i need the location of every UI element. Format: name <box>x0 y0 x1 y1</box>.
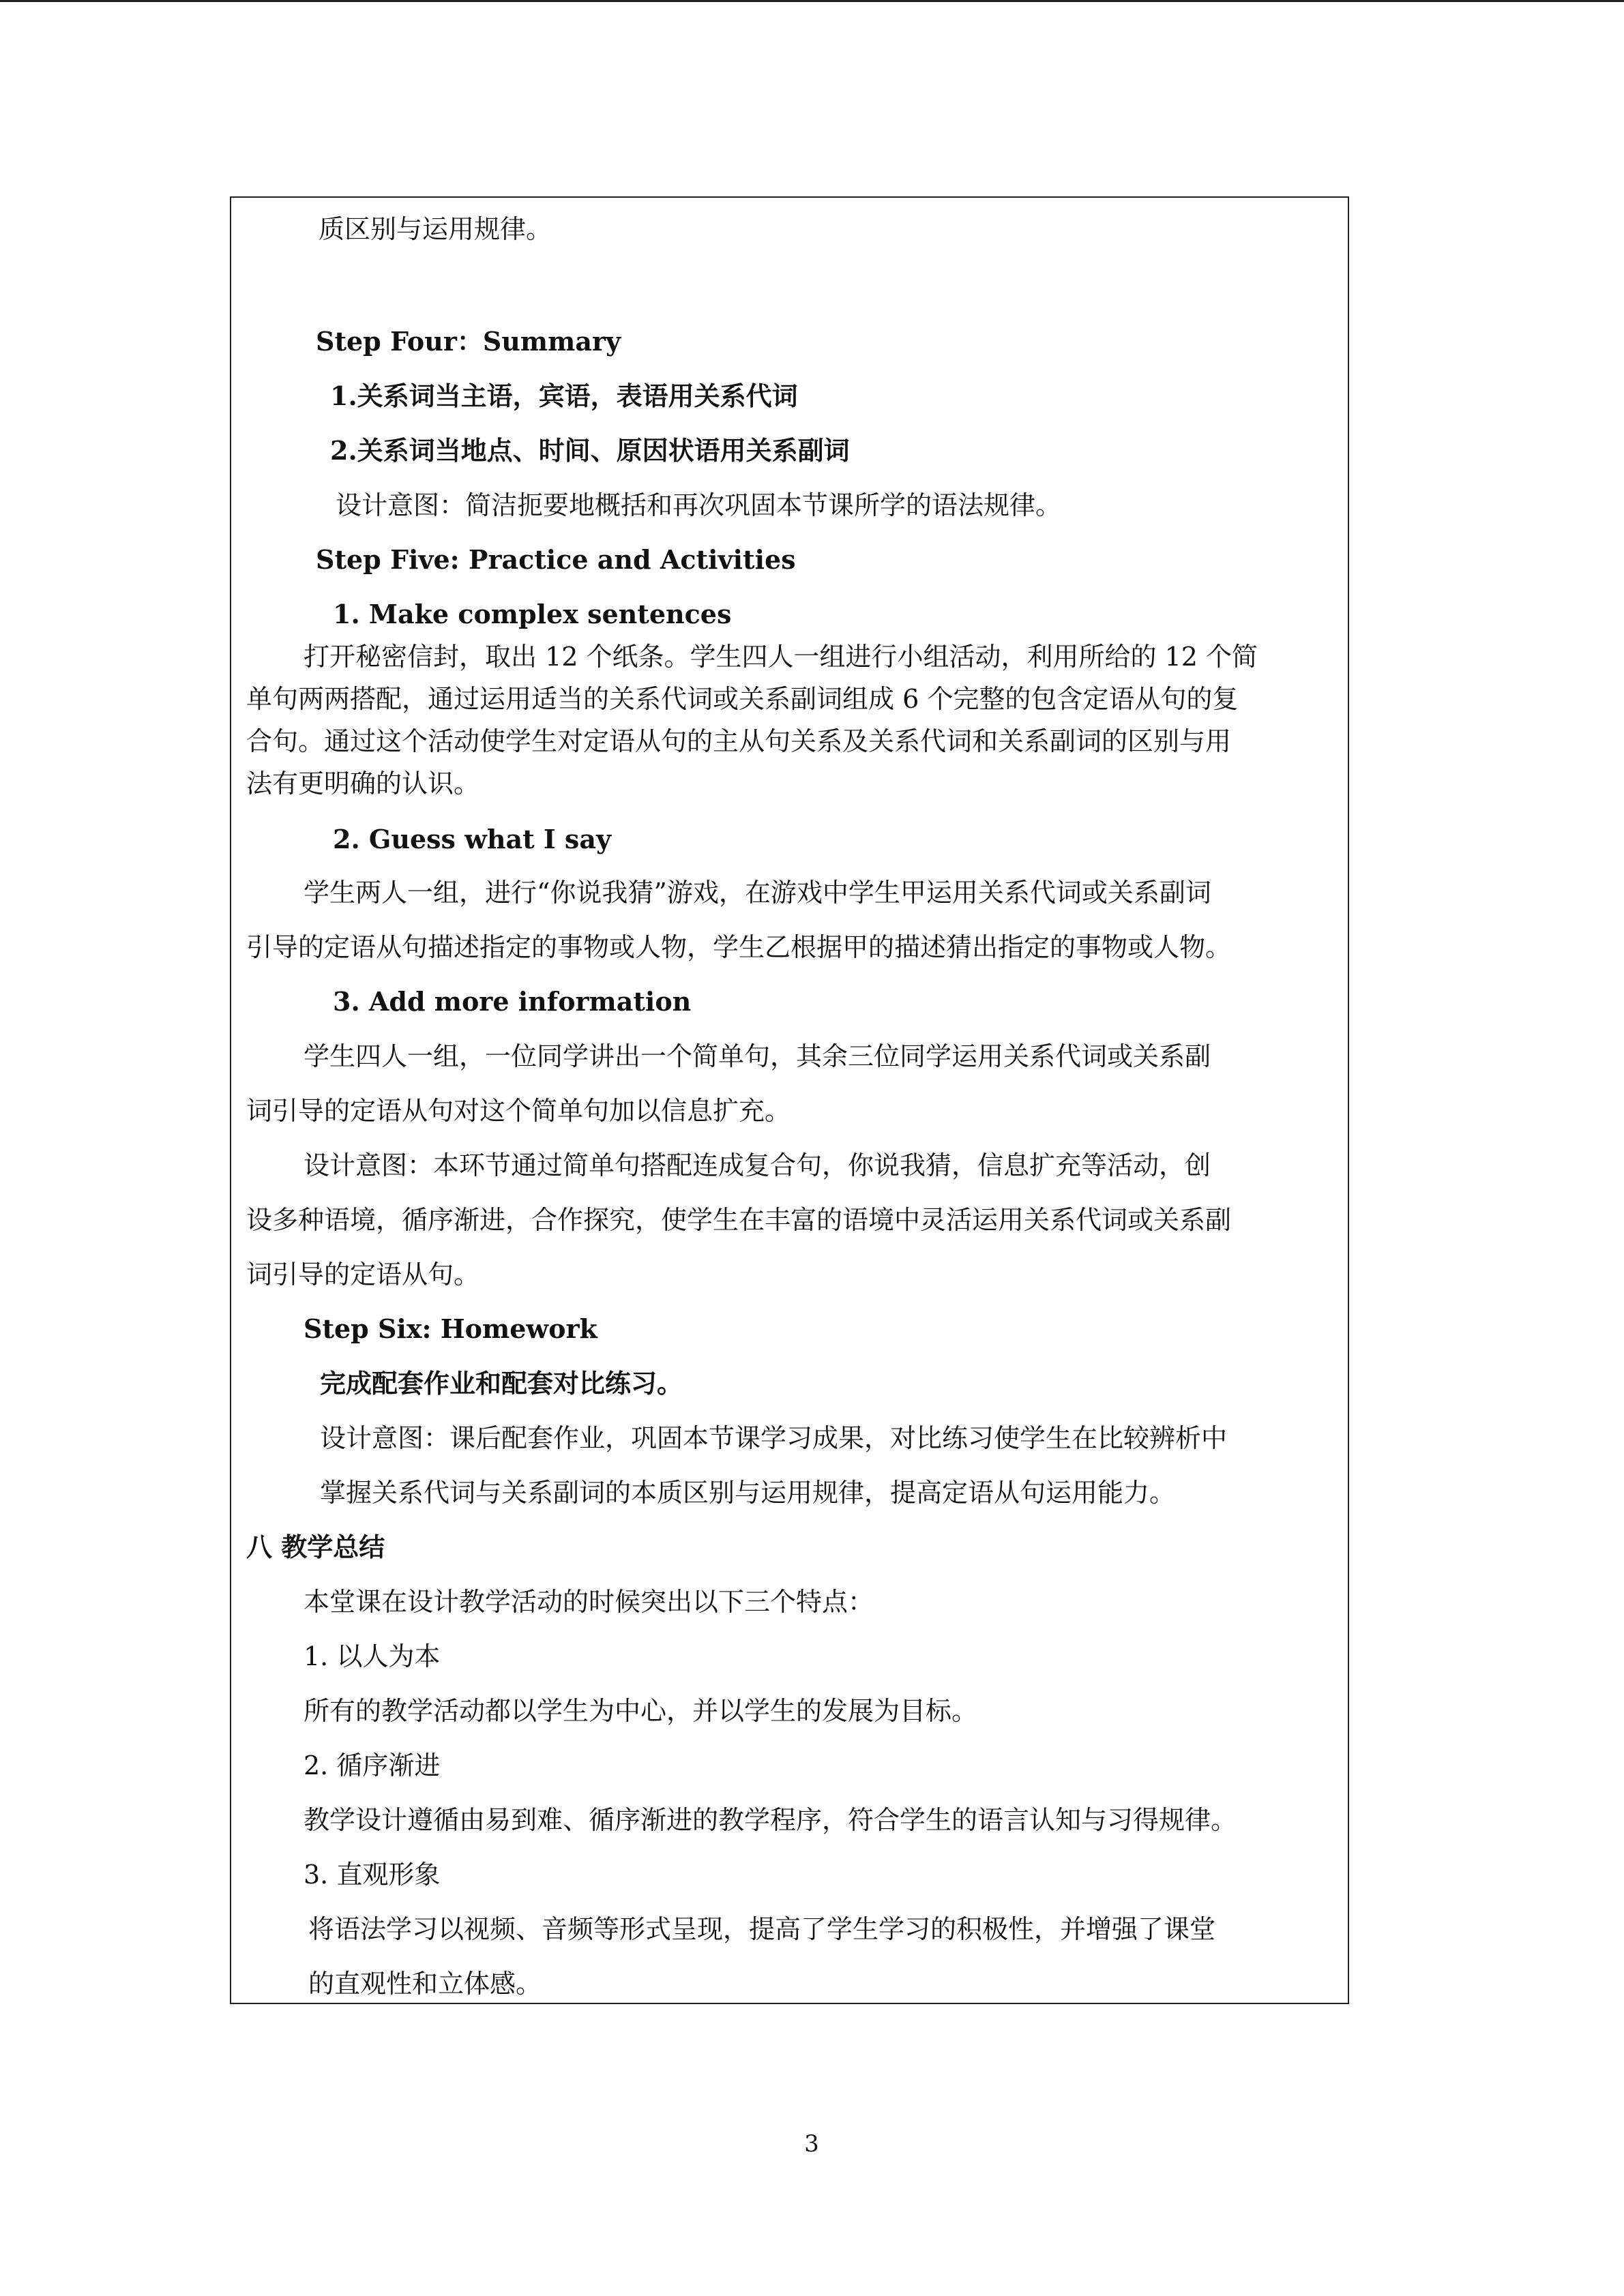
homework-text: 完成配套作业和配套对比练习。 <box>320 1368 683 1399</box>
page-top-border <box>0 0 1624 2</box>
section-heading: 八 教学总结 <box>246 1532 385 1562</box>
text-line: 所有的教学活动都以学生为中心，并以学生的发展为目标。 <box>304 1696 978 1726</box>
design-intent: 设计意图：简洁扼要地概括和再次巩固本节课所学的语法规律。 <box>336 490 1062 520</box>
design-intent: 设计意图：本环节通过简单句搭配连成复合句，你说我猜，信息扩充等活动，创 <box>304 1150 1211 1180</box>
text-line: 法有更明确的认识。 <box>246 769 480 799</box>
feature-heading: 1. 以人为本 <box>304 1641 441 1671</box>
activity-heading: 3. Add more information <box>333 986 692 1017</box>
page-number: 3 <box>804 2130 819 2158</box>
step-four-heading: Step Four：Summary <box>316 326 621 357</box>
text-line: 将语法学习以视频、音频等形式呈现，提高了学生学习的积极性，并增强了课堂 <box>308 1914 1216 1944</box>
text-line: 合句。通过这个活动使学生对定语从句的主从句关系及关系代词和关系副词的区别与用 <box>246 726 1232 756</box>
activity-heading: 2. Guess what I say <box>333 824 612 854</box>
step-five-heading: Step Five: Practice and Activities <box>316 544 796 575</box>
text-line: 词引导的定语从句对这个简单句加以信息扩充。 <box>246 1096 791 1126</box>
step-six-heading: Step Six: Homework <box>304 1313 597 1344</box>
feature-heading: 2. 循序渐进 <box>304 1750 441 1780</box>
text-line: 打开秘密信封，取出 12 个纸条。学生四人一组进行小组活动，利用所给的 12 个简 <box>304 642 1258 672</box>
text-line: 教学设计遵循由易到难、循序渐进的教学程序，符合学生的语言认知与习得规律。 <box>304 1805 1237 1835</box>
text-line: 掌握关系代词与关系副词的本质区别与运用规律，提高定语从句运用能力。 <box>320 1478 1176 1508</box>
summary-point: 2.关系词当地点、时间、原因状语用关系副词 <box>330 435 850 466</box>
text-line: 引导的定语从句描述指定的事物或人物，学生乙根据甲的描述猜出指定的事物或人物。 <box>246 932 1232 962</box>
summary-point: 1.关系词当主语，宾语，表语用关系代词 <box>330 381 798 411</box>
text-line: 质区别与运用规律。 <box>319 214 552 244</box>
design-intent: 设计意图：课后配套作业，巩固本节课学习成果，对比练习使学生在比较辨析中 <box>320 1423 1228 1453</box>
text-line: 的直观性和立体感。 <box>308 1969 542 1999</box>
text-line: 学生四人一组，一位同学讲出一个简单句，其余三位同学运用关系代词或关系副 <box>304 1041 1211 1071</box>
feature-heading: 3. 直观形象 <box>304 1860 441 1890</box>
text-line: 本堂课在设计教学活动的时候突出以下三个特点： <box>304 1587 874 1617</box>
activity-heading: 1. Make complex sentences <box>333 599 732 629</box>
text-line: 学生两人一组，进行“你说我猜”游戏，在游戏中学生甲运用关系代词或关系副词 <box>304 878 1211 908</box>
text-line: 单句两两搭配，通过运用适当的关系代词或关系副词组成 6 个完整的包含定语从句的复 <box>246 684 1239 714</box>
text-line: 词引导的定语从句。 <box>246 1259 480 1289</box>
text-line: 设多种语境，循序渐进，合作探究，使学生在丰富的语境中灵活运用关系代词或关系副 <box>246 1205 1232 1235</box>
